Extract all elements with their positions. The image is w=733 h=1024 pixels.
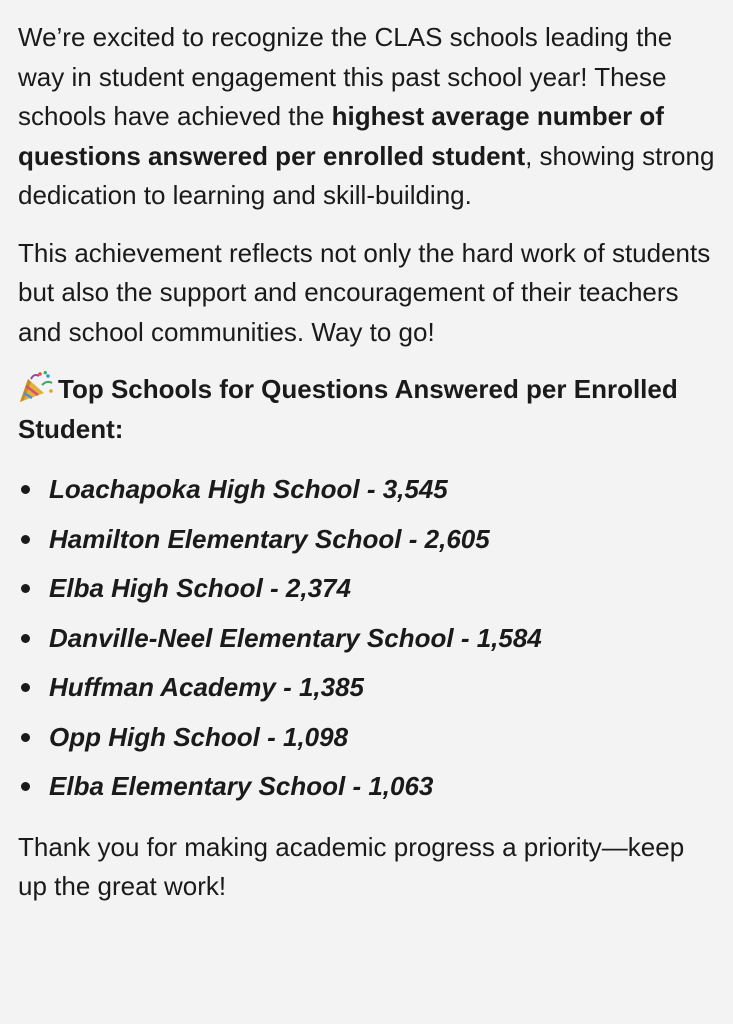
list-item: Elba High School - 2,374 — [18, 564, 717, 614]
list-item: Opp High School - 1,098 — [18, 713, 717, 763]
list-item: Huffman Academy - 1,385 — [18, 663, 717, 713]
school-value: 1,098 — [282, 721, 349, 752]
school-name: Opp High School — [49, 721, 260, 752]
closing-paragraph: Thank you for making academic progress a priority—keep up the great work! — [18, 831, 685, 901]
achievement-paragraph: This achievement reflects not only the hard work of students but also the support and encouragement of their teachers and school communities. Way to go! — [18, 237, 711, 347]
bullet — [21, 782, 30, 791]
school-value: 1,584 — [476, 622, 542, 653]
school-name: Elba High School — [49, 573, 263, 603]
school-value: 1,063 — [368, 771, 434, 801]
school-value: 3,545 — [382, 474, 448, 504]
bullet — [21, 584, 30, 593]
top-schools-heading — [18, 370, 717, 449]
intro-text-end: , showing strong dedication to learning and skill-building. — [18, 140, 715, 210]
bullet — [21, 634, 30, 643]
party-popper-icon — [18, 371, 54, 403]
school-name: Hamilton Elementary School — [49, 523, 402, 554]
bullet — [21, 683, 30, 692]
list-item: Elba Elementary School - 1,063 — [18, 762, 717, 812]
school-name: Elba Elementary School — [49, 771, 346, 801]
intro-text: We’re excited to recognize the CLAS schools leading the way in student engagement this past school year! These schools have achieved the — [18, 22, 673, 131]
intro-highlight: highest average number of questions answered per enrolled student — [18, 101, 664, 171]
bullet — [21, 535, 30, 544]
school-value: 2,374 — [285, 573, 351, 603]
bullet — [21, 485, 30, 494]
school-name: Danville-Neel Elementary School — [49, 622, 454, 653]
school-name: Huffman Academy — [49, 672, 276, 702]
school-value: 1,385 — [298, 672, 365, 702]
intro-paragraph — [18, 18, 717, 216]
list-item: Danville-Neel Elementary School - 1,584 — [18, 614, 717, 664]
bullet — [21, 733, 30, 742]
list-item: Loachapoka High School - 3,545 — [18, 465, 717, 515]
list-item: Hamilton Elementary School - 2,605 — [18, 515, 717, 565]
school-list — [18, 465, 717, 812]
heading-text: Top Schools for Questions Answered per Enrolled Student: — [18, 374, 678, 444]
school-value: 2,605 — [424, 523, 490, 554]
school-name: Loachapoka High School — [49, 474, 360, 504]
